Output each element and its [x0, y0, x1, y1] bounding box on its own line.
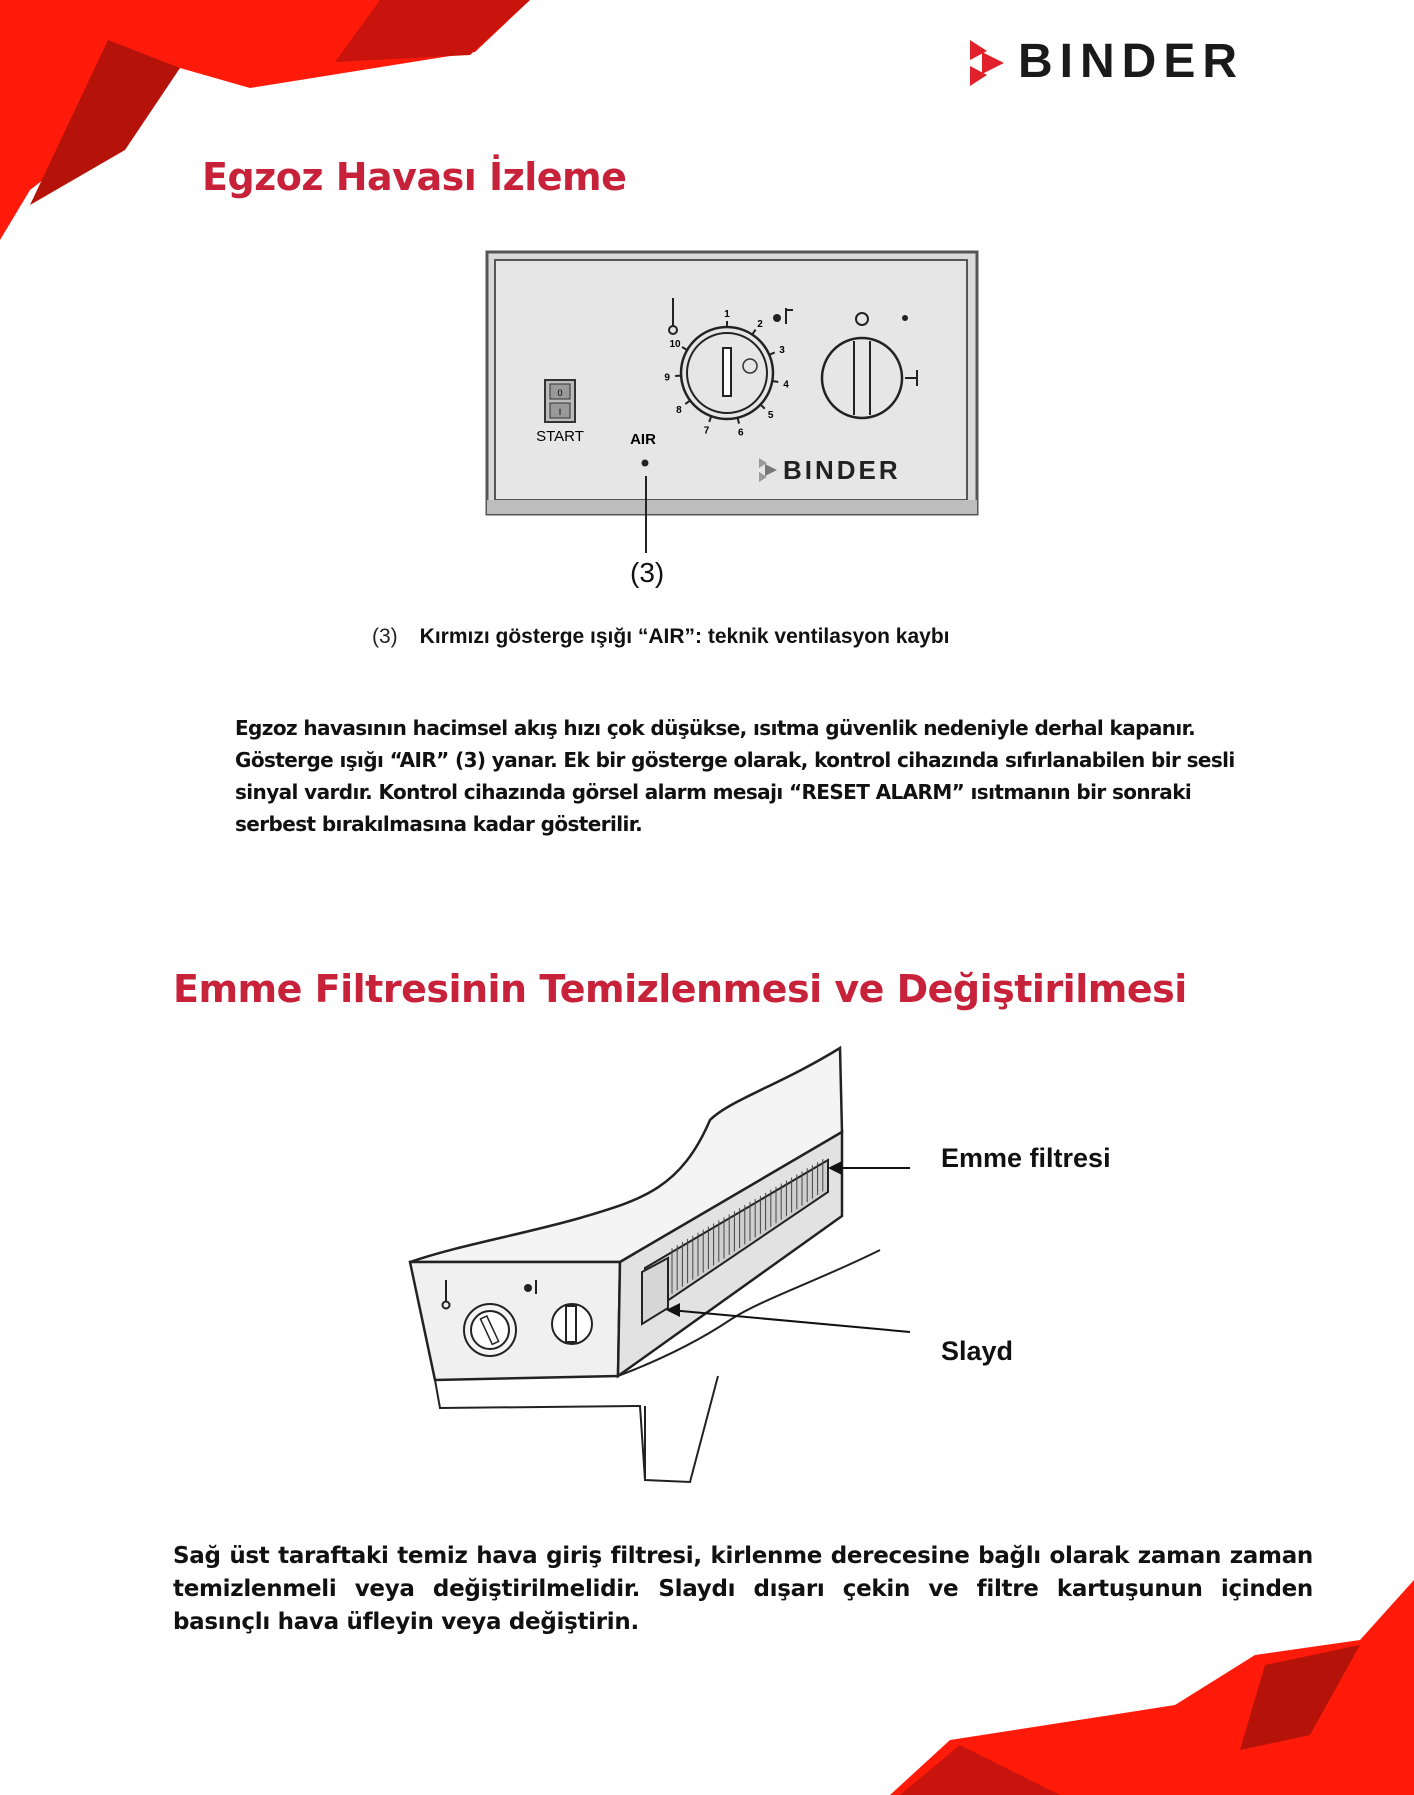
- label-suction-filter: Emme filtresi: [941, 1143, 1111, 1173]
- legend-text: Kırmızı gösterge ışığı “AIR”: teknik ventilasyon kaybı: [419, 625, 950, 648]
- callout-number: (3): [630, 557, 665, 588]
- air-label: AIR: [630, 431, 656, 448]
- filter-paragraph: Sağ üst taraftaki temiz hava giriş filtresi, kirlenme derecesine bağlı olarak zaman zaman temizlenmeli veya değiştirilmelidir. Slaydı dışarı çekin ve filtre kartuşunun içinden basınçlı hava üfleyin veya değiştirin.: [173, 1543, 1313, 1635]
- switch-off-label: 0: [557, 388, 563, 398]
- legend-number: (3): [372, 625, 398, 648]
- dial-number: 3: [779, 345, 785, 357]
- dial-number: 7: [703, 425, 710, 437]
- dial-tick: [772, 381, 778, 382]
- start-label: START: [536, 428, 584, 445]
- slide-arrow: [670, 1310, 910, 1332]
- dial-number: 4: [783, 379, 789, 391]
- section-title-exhaust: Egzoz Havası İzleme: [202, 155, 627, 199]
- legend-item: [372, 625, 949, 649]
- dial-number: 5: [767, 410, 774, 422]
- dial-number: 6: [738, 427, 744, 439]
- dial-number: 8: [676, 404, 682, 416]
- brand-logo: BINDER: [1018, 35, 1245, 88]
- switch-on-label: I: [558, 407, 562, 417]
- section-title-filter: Emme Filtresinin Temizlenmesi ve Değiştirilmesi: [173, 967, 1187, 1011]
- dial-number: 10: [669, 339, 681, 350]
- start-switch: [545, 380, 575, 422]
- dial-number: 2: [757, 318, 763, 330]
- dial-tick: [738, 418, 739, 424]
- dial-number: 9: [664, 372, 670, 384]
- dial-number: 1: [724, 309, 730, 320]
- binder-logo-icon: [970, 40, 1004, 86]
- control-panel-diagram: [405, 248, 985, 598]
- suction-filter-diagram: [400, 1040, 960, 1500]
- label-slide: Slayd: [941, 1336, 1014, 1366]
- air-indicator-light: [642, 460, 649, 467]
- exhaust-paragraph: Egzoz havasının hacimsel akış hızı çok düşükse, ısıtma güvenlik nedeniyle derhal kapanır. Gösterge ışığı “AIR” (3) yanar. Ek bir gösterge olarak, kontrol cihazında sıfırlanabilen bir sesli sinyal vardır. Kontrol cihazında görsel alarm mesajı “RESET ALARM” ısıtmanın bir sonraki serbest bırakılmasına kadar gösterilir.: [235, 716, 1235, 836]
- panel-brand-label: BINDER: [783, 455, 901, 485]
